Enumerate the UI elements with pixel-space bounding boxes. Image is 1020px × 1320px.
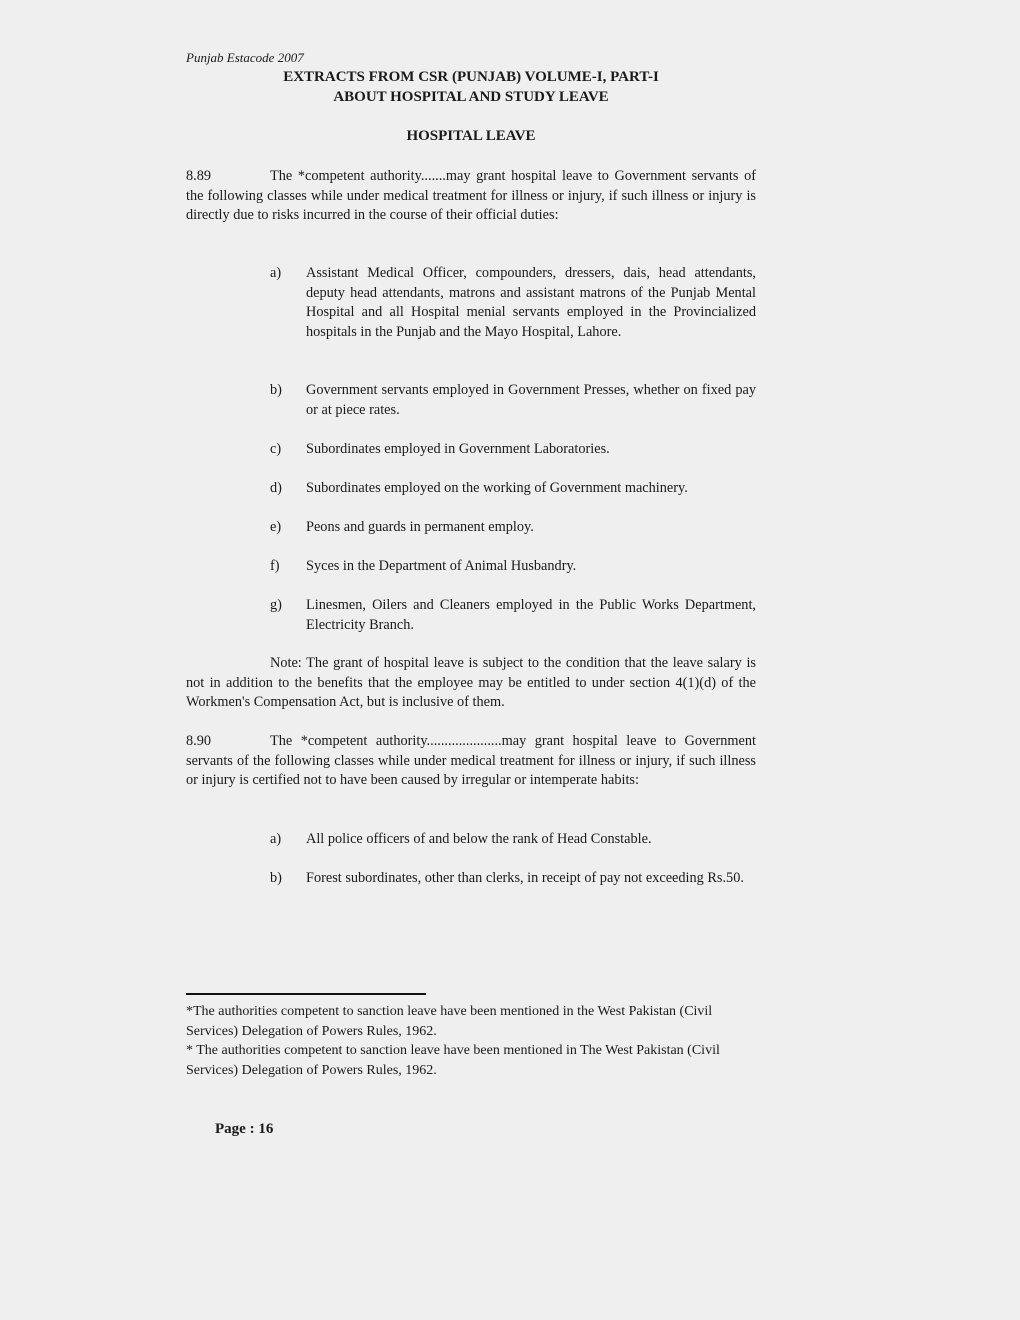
item-label: a) — [270, 265, 282, 281]
list-item — [270, 381, 756, 420]
note-text: Note: The grant of hospital leave is subject to the condition that the leave salary is not in addition to the benefits that the employee may be entitled to under section 4(1)(d) of the Workmen's Compensation Act, but is inclusive of them. — [186, 655, 756, 710]
rule-8-89 — [186, 167, 756, 226]
rule-number: 8.89 — [186, 168, 212, 184]
note-paragraph — [186, 654, 756, 713]
item-label: a) — [270, 831, 282, 847]
item-label: b) — [270, 382, 282, 398]
list-item — [270, 557, 756, 577]
list-item — [270, 518, 756, 538]
section-heading: HOSPITAL LEAVE — [406, 128, 536, 144]
item-text: Government servants employed in Government Presses, whether on fixed pay or at piece rates. — [306, 382, 756, 418]
item-label: d) — [270, 480, 282, 496]
running-header: Punjab Estacode 2007 — [186, 50, 304, 65]
item-text: Syces in the Department of Animal Husbandry. — [306, 558, 577, 574]
document-subtitle: ABOUT HOSPITAL AND STUDY LEAVE — [333, 89, 609, 105]
footnote: *The authorities competent to sanction leave have been mentioned in the West Pakistan (Civil Services) Delegation of Powers Rules, 1962. — [186, 1004, 713, 1039]
rule-number: 8.90 — [186, 733, 212, 749]
rule-text: The *competent authority.......may grant hospital leave to Government servants of the following classes while under medical treatment for illness or injury, if such illness or injury is directly due to risks incurred in the course of their official duties: — [186, 168, 756, 223]
footnote-separator — [186, 993, 426, 995]
page-number: Page : 16 — [215, 1121, 274, 1137]
list-item — [270, 869, 756, 889]
item-label: e) — [270, 519, 282, 535]
rule-text: The *competent authority.....................may grant hospital leave to Government servants of the following classes while under medical treatment for illness or injury, if such illness or injury is certified not to have been caused by irregular or intemperate habits: — [186, 733, 756, 788]
item-text: Forest subordinates, other than clerks, in receipt of pay not exceeding Rs.50. — [306, 870, 744, 886]
footnotes — [186, 1002, 746, 1080]
item-text: Linesmen, Oilers and Cleaners employed in the Public Works Department, Electricity Branch. — [306, 597, 756, 633]
footnote: * The authorities competent to sanction leave have been mentioned in The West Pakistan (Civil Services) Delegation of Powers Rules, 1962. — [186, 1043, 720, 1078]
item-text: Peons and guards in permanent employ. — [306, 519, 534, 535]
list-item — [270, 440, 756, 460]
item-label: g) — [270, 597, 282, 613]
item-label: c) — [270, 441, 282, 457]
document-title: EXTRACTS FROM CSR (PUNJAB) VOLUME-I, PART-I — [283, 69, 659, 85]
item-text: Subordinates employed in Government Laboratories. — [306, 441, 610, 457]
list-item — [270, 830, 756, 850]
item-text: Subordinates employed on the working of Government machinery. — [306, 480, 688, 496]
rule-8-90 — [186, 732, 756, 791]
item-text: Assistant Medical Officer, compounders, dressers, dais, head attendants, deputy head attendants, matrons and assistant matrons of the Punjab Mental Hospital and all Hospital menial servants employed in the Provincialized hospitals in the Punjab and the Mayo Hospital, Lahore. — [306, 265, 756, 340]
list-item — [270, 596, 756, 635]
list-item — [270, 264, 756, 342]
item-label: b) — [270, 870, 282, 886]
list-item — [270, 479, 756, 499]
item-text: All police officers of and below the rank of Head Constable. — [306, 831, 652, 847]
item-label: f) — [270, 558, 280, 574]
